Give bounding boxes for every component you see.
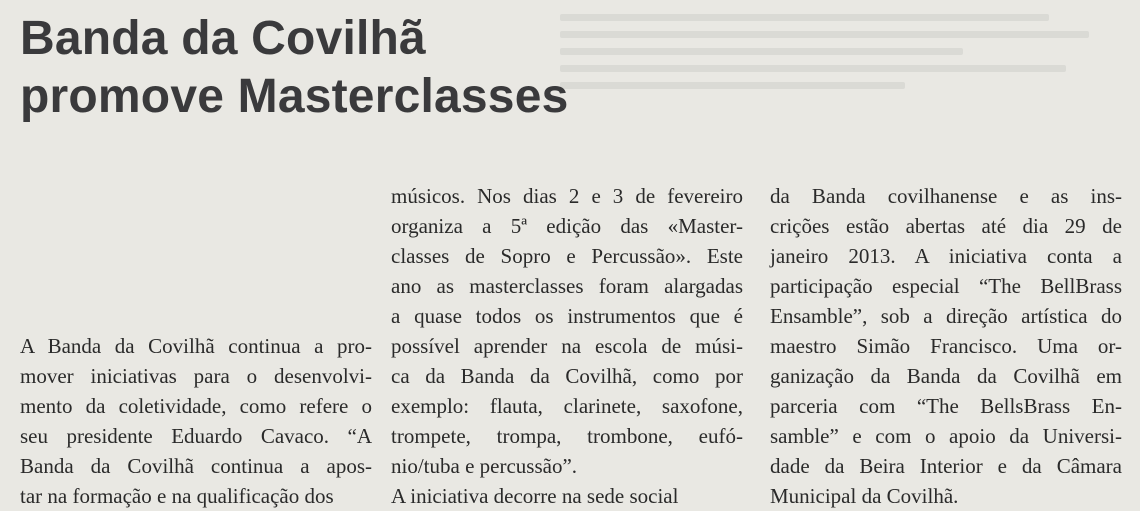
headline-line-1: Banda da Covilhã: [20, 12, 426, 65]
headline-line-2: promove Masterclasses: [20, 70, 569, 123]
text-line: ca da Banda da Covilhã, como por: [391, 364, 743, 388]
text-line: classes de Sopro e Percussão». Este: [391, 244, 743, 268]
text-line: Ensamble”, sob a direção artística do: [770, 304, 1122, 328]
text-line: organiza a 5ª edição das «Master-: [391, 214, 743, 238]
body-column-3: [770, 181, 1122, 511]
text-line: maestro Simão Francisco. Uma or-: [770, 334, 1122, 358]
text-line: dade da Beira Interior e da Câmara: [770, 454, 1122, 478]
text-line: participação especial “The BellBrass: [770, 274, 1122, 298]
body-column-1: [20, 331, 372, 511]
text-line: seu presidente Eduardo Cavaco. “A: [20, 424, 372, 448]
text-line: parceria com “The BellsBrass En-: [770, 394, 1122, 418]
text-line: mento da coletividade, como refere o: [20, 394, 372, 418]
text-line: a quase todos os instrumentos que é: [391, 304, 743, 328]
text-line: trompete, trompa, trombone, eufó-: [391, 424, 743, 448]
text-line: exemplo: flauta, clarinete, saxofone,: [391, 394, 743, 418]
body-column-2: [391, 181, 743, 511]
text-line: janeiro 2013. A iniciativa conta a: [770, 244, 1122, 268]
text-line: crições estão abertas até dia 29 de: [770, 214, 1122, 238]
text-line: A iniciativa decorre na sede social: [391, 484, 679, 508]
text-line: da Banda covilhanense e as ins-: [770, 184, 1122, 208]
text-line: possível aprender na escola de músi-: [391, 334, 743, 358]
bleed-through-text: [560, 4, 1135, 154]
text-line: ganização da Banda da Covilhã em: [770, 364, 1122, 388]
article-headline: [20, 10, 569, 126]
text-line: músicos. Nos dias 2 e 3 de fevereiro: [391, 184, 743, 208]
text-line: ano as masterclasses foram alargadas: [391, 274, 743, 298]
text-line: nio/tuba e percussão”.: [391, 454, 578, 478]
text-line: A Banda da Covilhã continua a pro-: [20, 334, 372, 358]
text-line: mover iniciativas para o desenvolvi-: [20, 364, 372, 388]
text-line: samble” e com o apoio da Universi-: [770, 424, 1122, 448]
text-line: Banda da Covilhã continua a apos-: [20, 454, 372, 478]
text-line: Municipal da Covilhã.: [770, 484, 959, 508]
text-line: tar na formação e na qualificação dos: [20, 484, 334, 508]
